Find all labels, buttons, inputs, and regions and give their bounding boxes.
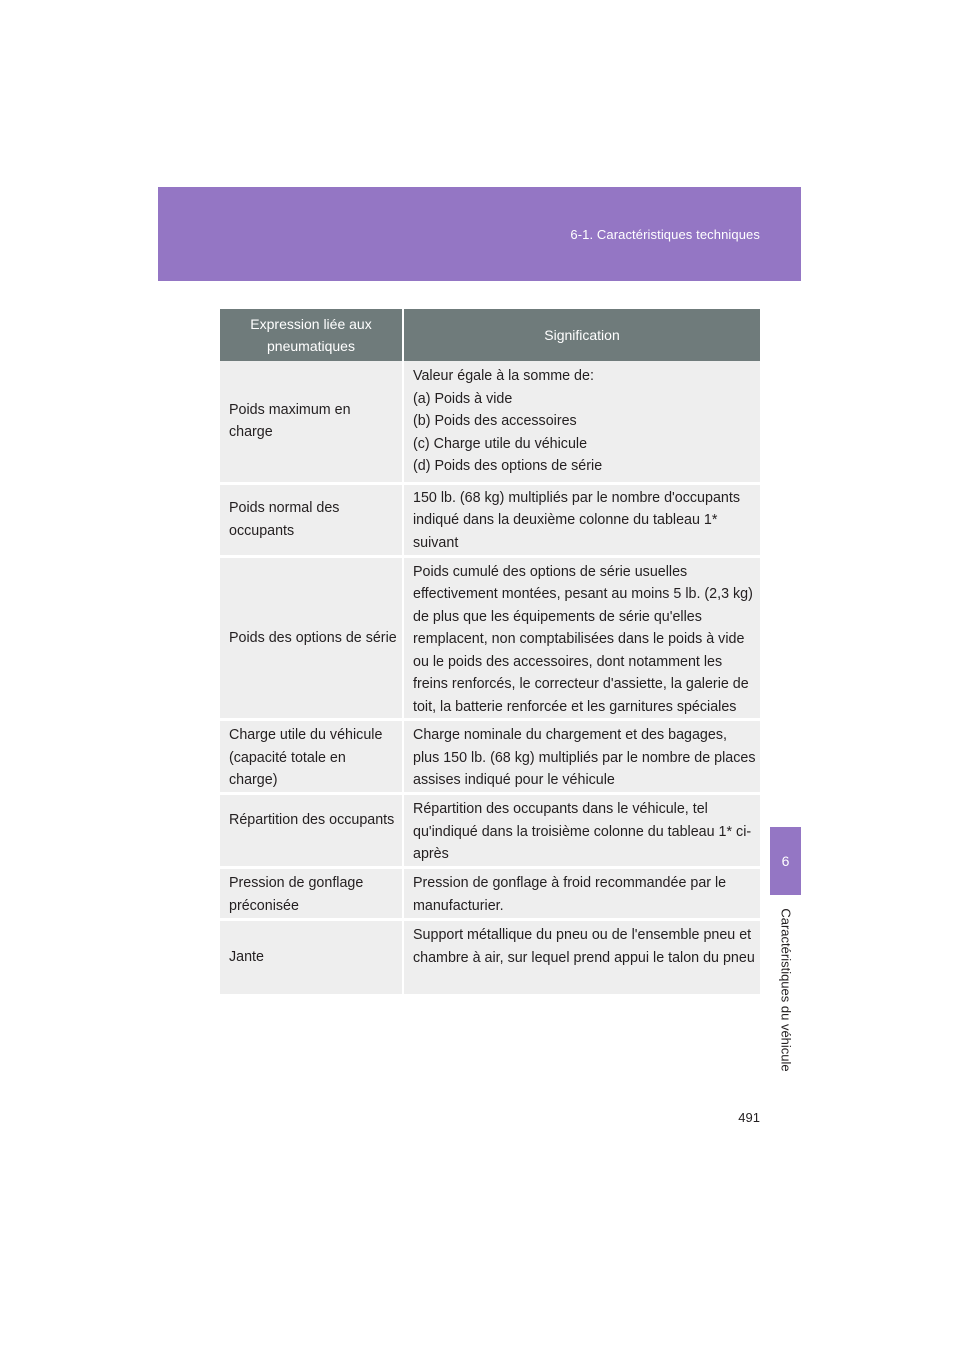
definition-cell: 150 lb. (68 kg) multipliés par le nombre d'occupants indiqué dans la deuxième colonne du tableau 1* suivant [403, 483, 760, 556]
definition-cell: Pression de gonflage à froid recommandée par le manufacturier. [403, 868, 760, 920]
term-cell: Répartition des occupants [220, 794, 403, 868]
section-header-band [158, 187, 801, 281]
chapter-number: 6 [781, 853, 790, 869]
table-row [220, 794, 760, 868]
chapter-title-vertical: Caractéristiques du véhicule [778, 908, 794, 1072]
table-row [220, 483, 760, 556]
table-row [220, 556, 760, 720]
column-header-term: Expression liée aux pneumatiques [220, 309, 403, 361]
table-row [220, 361, 760, 483]
definition-cell: Charge nominale du chargement et des bagages, plus 150 lb. (68 kg) multipliés par le nombre de places assises indiqué pour le véhicule [403, 720, 760, 794]
table-row [220, 868, 760, 920]
page-number: 491 [738, 1110, 760, 1125]
term-cell: Poids des options de série [220, 556, 403, 720]
column-header-meaning: Signification [403, 309, 760, 361]
definition-cell: Poids cumulé des options de série usuelles effectivement montées, pesant au moins 5 lb. (2,3 kg) de plus que les équipements de série qu'elles remplacent, non comptabilisées dans le poids à vide ou le poids des accessoires, dont notamment les freins renforcés, le correcteur d'assiette, la galerie de toit, la batterie renforcée et les garnitures spéciales [403, 556, 760, 720]
term-cell: Charge utile du véhicule (capacité totale en charge) [220, 720, 403, 794]
term-cell: Poids maximum en charge [220, 361, 403, 483]
chapter-tab [770, 827, 801, 895]
section-title: 6-1. Caractéristiques techniques [570, 227, 760, 242]
term-cell: Pression de gonflage préconisée [220, 868, 403, 920]
definition-cell: Valeur égale à la somme de: (a) Poids à vide (b) Poids des accessoires (c) Charge utile du véhicule (d) Poids des options de série [403, 361, 760, 483]
table-header-row [220, 309, 760, 361]
tire-terms-table [220, 309, 760, 994]
definition-cell: Répartition des occupants dans le véhicule, tel qu'indiqué dans la troisième colonne du tableau 1* ci-après [403, 794, 760, 868]
term-cell: Jante [220, 920, 403, 994]
term-cell: Poids normal des occupants [220, 483, 403, 556]
definition-cell: Support métallique du pneu ou de l'ensemble pneu et chambre à air, sur lequel prend appui le talon du pneu [403, 920, 760, 994]
table-row [220, 720, 760, 794]
table-row [220, 920, 760, 994]
